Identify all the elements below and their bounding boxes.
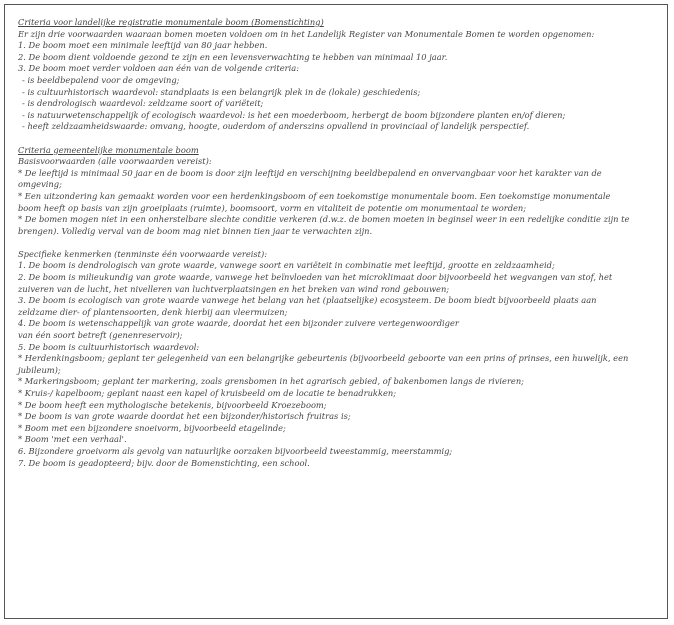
section2-heading: Criteria gemeentelijke monumentale boom [18, 144, 199, 155]
criterion-item: - is natuurwetenschappelijk of ecologisch waardevol: is het een moederboom, herbergt de boom bijzondere planten en/of dieren; [22, 109, 566, 120]
basis-title: Basisvoorwaarden (alle voorwaarden vereist): [18, 156, 212, 167]
list-item: 1. De boom moet een minimale leeftijd van 80 jaar hebben. [18, 40, 268, 51]
document-text [18, 17, 663, 469]
criterion-item: - is cultuurhistorisch waardevol: standplaats is een belangrijk plek in de (lokale) geschiedenis; [22, 86, 421, 97]
list-item: 3. De boom moet verder voldoen aan één van de volgende criteria: [18, 63, 300, 74]
specific-title: Specifieke kenmerken (tenminste één voorwaarde vereist): [18, 248, 268, 259]
criterion-item: - is beeldbepalend voor de omgeving; [22, 74, 180, 85]
basis-line: brengen). Volledig verval van de boom mag niet binnen tien jaar te verwachten zijn. [18, 225, 373, 236]
basis-line: * De bomen mogen niet in een onherstelbare slechte conditie verkeren (d.w.z. de bomen moeten in beginsel weer in een redelijke conditie zijn te [18, 214, 630, 225]
specific-line: * Boom 'met een verhaal'. [18, 434, 127, 445]
section1-intro: Er zijn drie voorwaarden waaraan bomen moeten voldoen om in het Landelijk Register van Monumentale Bomen te worden opgenomen: [18, 28, 595, 39]
specific-line: 5. De boom is cultuurhistorisch waardevol: [18, 341, 200, 352]
specific-line: * Markeringsboom; geplant ter markering, zoals grensbomen in het agrarisch gebied, of bakenbomen langs de rivieren; [18, 376, 524, 387]
specific-line: * Herdenkingsboom; geplant ter gelegenheid van een belangrijke gebeurtenis (bijvoorbeeld geboorte van een prins of prinses, een huwelijk, een [18, 353, 629, 364]
specific-line: jubileum); [18, 364, 61, 375]
spacer [18, 133, 663, 145]
basis-line: * Een uitzondering kan gemaakt worden voor een herdenkingsboom of een toekomstige monumentale boom. Een toekomstige monumentale [18, 190, 611, 201]
specific-line: 3. De boom is ecologisch van grote waarde vanwege het belang van het (plaatselijke) ecosysteem. De boom biedt bijvoorbeeld plaats aan [18, 295, 597, 306]
specific-line: van één soort betreft (genenreservoir); [18, 330, 183, 341]
specific-line: zeldzame dier- of plantensoorten, denk hierbij aan vleermuizen; [18, 306, 288, 317]
basis-line: omgeving; [18, 179, 62, 190]
specific-line: * De boom is van grote waarde doordat het een bijzonder/historisch fruitras is; [18, 411, 351, 422]
specific-line: * Boom met een bijzondere snoeivorm, bijvoorbeeld etagelinde; [18, 422, 286, 433]
criterion-item: - is dendrologisch waardevol: zeldzame soort of variëteit; [22, 98, 264, 109]
document-frame [4, 4, 668, 619]
specific-line: 4. De boom is wetenschappelijk van grote waarde, doordat het een bijzonder zuivere vertegenwoordiger [18, 318, 459, 329]
specific-line: * Kruis-/ kapelboom; geplant naast een kapel of kruisbeeld om de locatie te benadrukken; [18, 388, 397, 398]
spacer [18, 237, 663, 249]
specific-line: 1. De boom is dendrologisch van grote waarde, vanwege soort en variëteit in combinatie met leeftijd, grootte en zeldzaamheid; [18, 260, 555, 271]
criterion-item: - heeft zeldzaamheidswaarde: omvang, hoogte, ouderdom of anderszins opvallend in provinciaal of landelijk perspectief. [22, 121, 530, 132]
basis-line: boom heeft op basis van zijn groeiplaats (ruimte), boomsoort, vorm en vitaliteit de potentie om monumentaal te worden; [18, 202, 527, 213]
section1-heading: Criteria voor landelijke registratie monumentale boom (Bomenstichting) [18, 17, 324, 27]
specific-line: 2. De boom is milieukundig van grote waarde, vanwege het beïnvloeden van het microklimaat door bijvoorbeeld het wegvangen van stof, het [18, 272, 613, 283]
basis-line: * De leeftijd is minimaal 50 jaar en de boom is door zijn leeftijd en verschijning beeldbepalend en onvervangbaar voor het karakter van de [18, 167, 602, 178]
specific-line: * De boom heeft een mythologische betekenis, bijvoorbeeld Kroezeboom; [18, 399, 327, 410]
list-item: 2. De boom dient voldoende gezond te zijn en een levensverwachting te hebben van minimaal 10 jaar. [18, 51, 448, 62]
specific-line: 7. De boom is geadopteerd; bijv. door de Bomenstichting, een school. [18, 457, 310, 468]
specific-line: zuiveren van de lucht, het nivelleren van luchtverplaatsingen en het breken van wind rond gebouwen; [18, 283, 450, 294]
specific-line: 6. Bijzondere groeivorm als gevolg van natuurlijke oorzaken bijvoorbeeld tweestammig, meerstammig; [18, 445, 453, 456]
